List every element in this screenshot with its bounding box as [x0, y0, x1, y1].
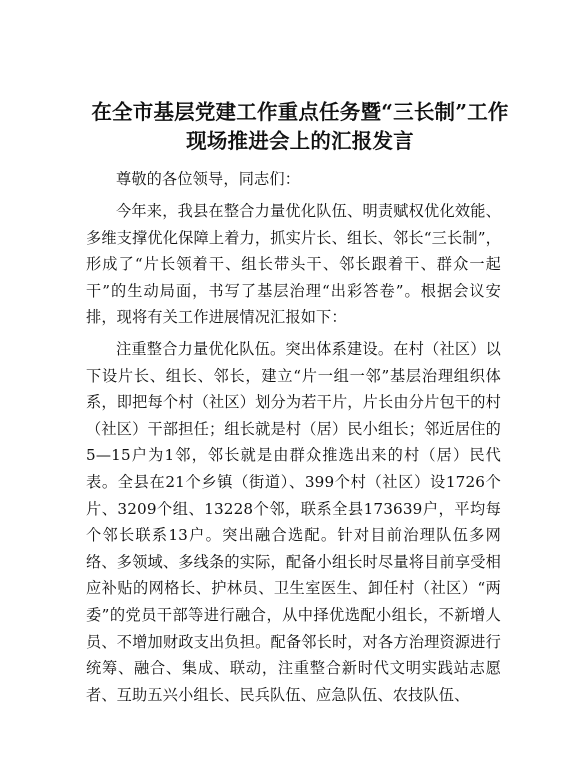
salutation: 尊敬的各位领导，同志们： [116, 170, 301, 188]
paragraph-team-integration: 注重整合力量优化队伍。突出体系建设。在村（社区）以下设片长、组长、邻长，建立“片一组一邻”基层治理组织体系，即把每个村（社区）划分为若干片，片长由分片包干的村（社区）干部担任；组长就是村（居）民小组长；邻近居住的5—15户为1邻，邻长就是由群众推选出来的村（居）民代表。全县在21个乡镇（街道）、399个村（社区）设1726个片、3209个组、13228个邻，联系全县173639户，平均每个邻长联系13户。突出融合选配。针对目前治理队伍多网络、多领域、多线条的实际，配备小组长时尽量将目前享受相应补贴的网格长、护林员、卫生室医生、卸任村（社区）“两委”的党员干部等进行融合，从中择优选配小组长，不新增人员、不增加财政支出负担。配备邻长时，对各方治理资源进行统筹、融合、集成、联动，注重整合新时代文明实践站志愿者、互助五兴小组长、民兵队伍、应急队伍、农技队伍、 [86, 340, 501, 704]
document-title: 在全市基层党建工作重点任务暨“三长制”工作现场推进会上的汇报发言 [91, 100, 509, 153]
paragraph-intro: 今年来，我县在整合力量优化队伍、明责赋权优化效能、多维支撑优化保障上着力，抓实片长、组长、邻长“三长制”，形成了“片长领着干、组长带头干、邻长跟着干、群众一起干”的生动局面，书写了基层治理“出彩答卷”。根据会议安排，现将有关工作进展情况汇报如下： [86, 202, 501, 327]
